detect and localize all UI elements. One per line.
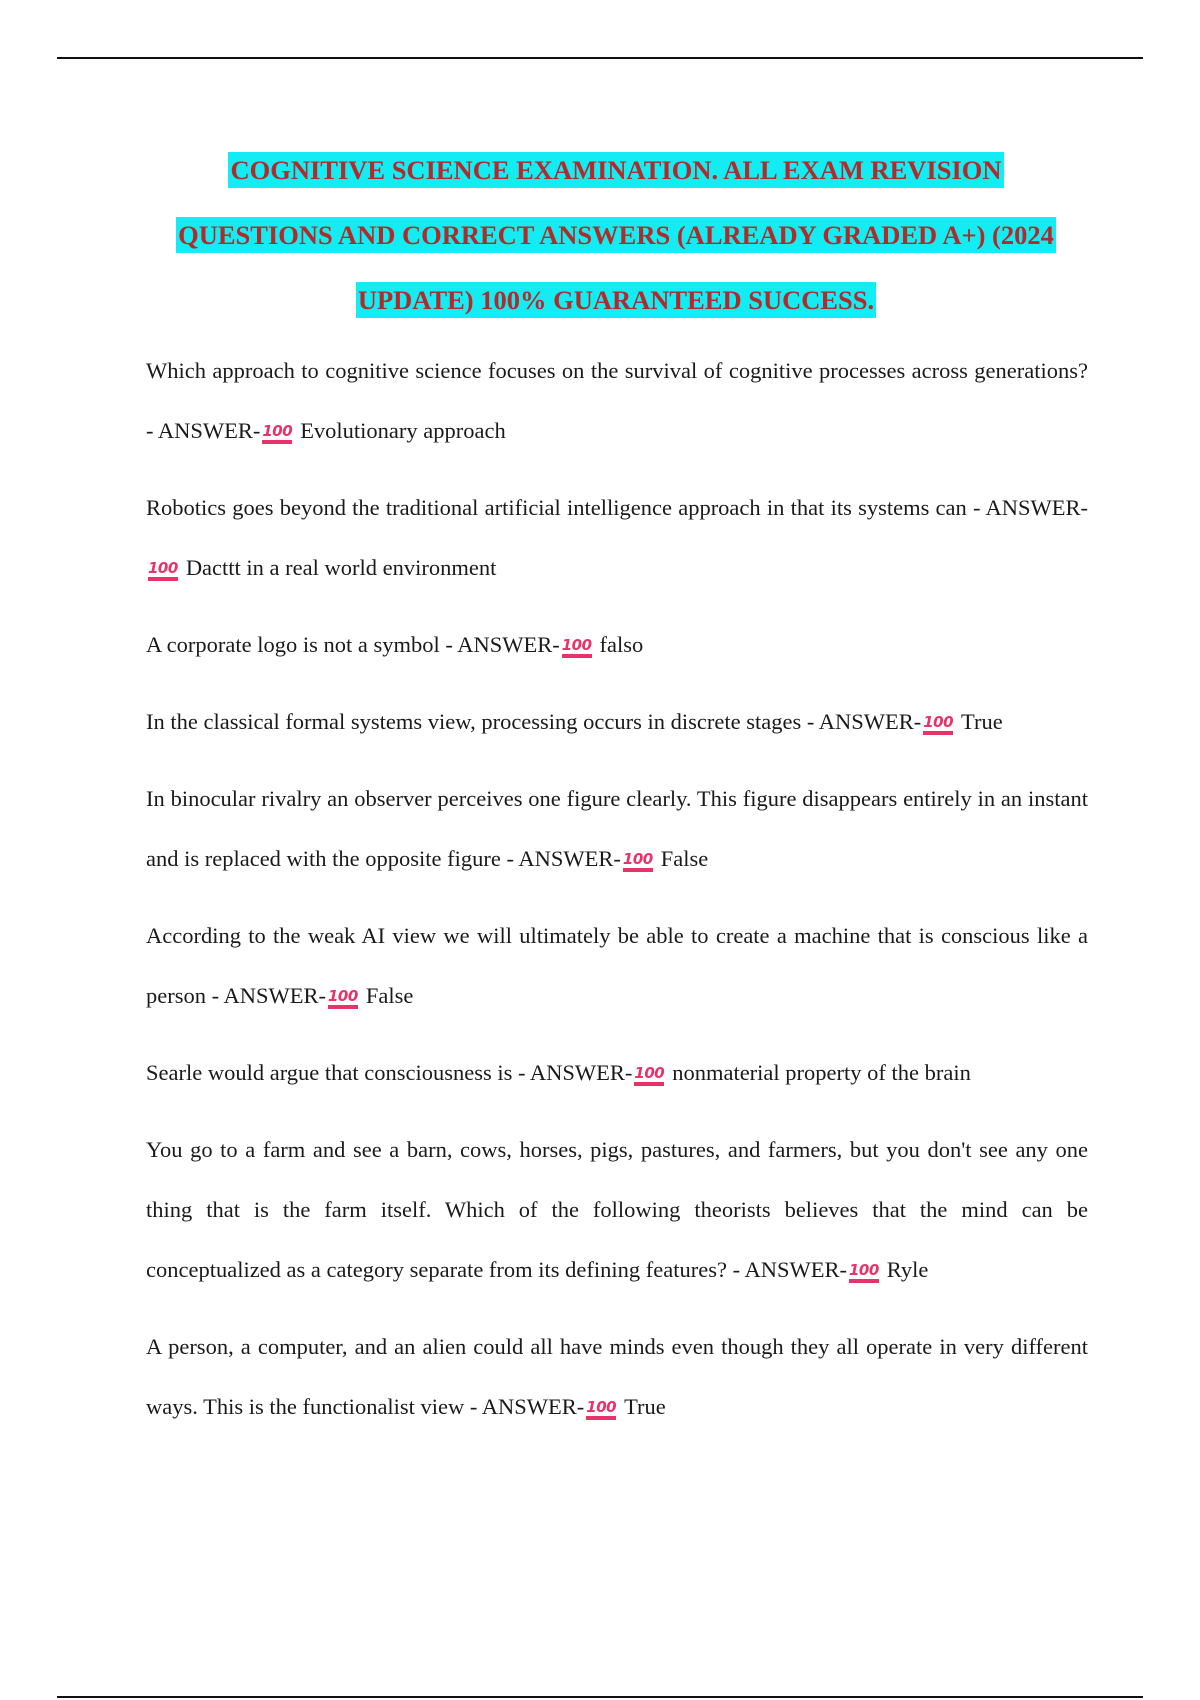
answer-marker: - ANSWER-: [806, 709, 922, 734]
qa-list: [146, 341, 1088, 1454]
answer-marker: - ANSWER-: [445, 632, 560, 657]
answer-text: falso: [599, 632, 644, 657]
question-text: Robotics goes beyond the traditional artificial intelligence approach in that its systems can: [146, 495, 967, 520]
qa-item: [146, 769, 1088, 889]
answer-marker: - ANSWER-: [211, 983, 326, 1008]
hundred-points-icon: 100: [262, 422, 293, 440]
answer-text: Ryle: [886, 1257, 929, 1282]
bottom-rule: [57, 1696, 1143, 1698]
title-line-2: QUESTIONS AND CORRECT ANSWERS (ALREADY GRADED A+) (2024: [176, 217, 1056, 253]
hundred-points-icon: 100: [848, 1261, 879, 1279]
qa-item: [146, 341, 1088, 461]
answer-marker: - ANSWER-: [506, 846, 621, 871]
answer-marker: - ANSWER-: [732, 1257, 847, 1282]
answer-marker: - ANSWER-: [146, 418, 261, 443]
question-text: Searle would argue that consciousness is: [146, 1060, 513, 1085]
qa-item: [146, 906, 1088, 1026]
answer-text: True: [624, 1394, 666, 1419]
question-text: Which approach to cognitive science focuses on the survival of cognitive processes across generations?: [146, 358, 1088, 383]
hundred-points-icon: 100: [622, 850, 653, 868]
hundred-points-icon: 100: [148, 559, 178, 577]
title-line-1: COGNITIVE SCIENCE EXAMINATION. ALL EXAM REVISION: [228, 152, 1003, 188]
hundred-points-icon: 100: [561, 636, 592, 654]
title-line-3: UPDATE) 100% GUARANTEED SUCCESS.: [356, 282, 876, 318]
qa-item: [146, 478, 1088, 598]
question-text: According to the weak AI view we will ultimately be able to create a machine that is conscious like a person: [146, 923, 1088, 1008]
hundred-points-icon: 100: [634, 1064, 665, 1082]
question-text: In the classical formal systems view, processing occurs in discrete stages: [146, 709, 802, 734]
question-text: A person, a computer, and an alien could all have minds even though they all operate in very different ways. This is the functionalist view: [146, 1334, 1088, 1419]
answer-text: True: [961, 709, 1003, 734]
answer-marker: - ANSWER-: [518, 1060, 633, 1085]
answer-text: Evolutionary approach: [300, 418, 506, 443]
question-text: A corporate logo is not a symbol: [146, 632, 440, 657]
hundred-points-icon: 100: [586, 1398, 617, 1416]
qa-item: [146, 692, 1088, 752]
answer-text: False: [365, 983, 414, 1008]
question-text: You go to a farm and see a barn, cows, horses, pigs, pastures, and farmers, but you don't see any one thing that is the farm itself. Which of the following theorists believes that the mind can be conceptualized as a category separate from its defining features?: [146, 1137, 1088, 1282]
qa-item: [146, 1317, 1088, 1437]
qa-item: [146, 615, 1088, 675]
answer-marker: - ANSWER-: [973, 495, 1089, 520]
qa-item: [146, 1120, 1088, 1300]
answer-marker: - ANSWER-: [469, 1394, 585, 1419]
hundred-points-icon: 100: [923, 713, 954, 731]
answer-text: Dacttt in a real world environment: [185, 555, 497, 580]
document-title: [146, 138, 1086, 333]
hundred-points-icon: 100: [328, 987, 358, 1005]
question-text: In binocular rivalry an observer perceives one figure clearly. This figure disappears entirely in an instant and is replaced with the opposite figure: [146, 786, 1088, 871]
answer-text: nonmaterial property of the brain: [672, 1060, 971, 1085]
qa-item: [146, 1043, 1088, 1103]
top-rule: [57, 57, 1143, 59]
answer-text: False: [660, 846, 709, 871]
